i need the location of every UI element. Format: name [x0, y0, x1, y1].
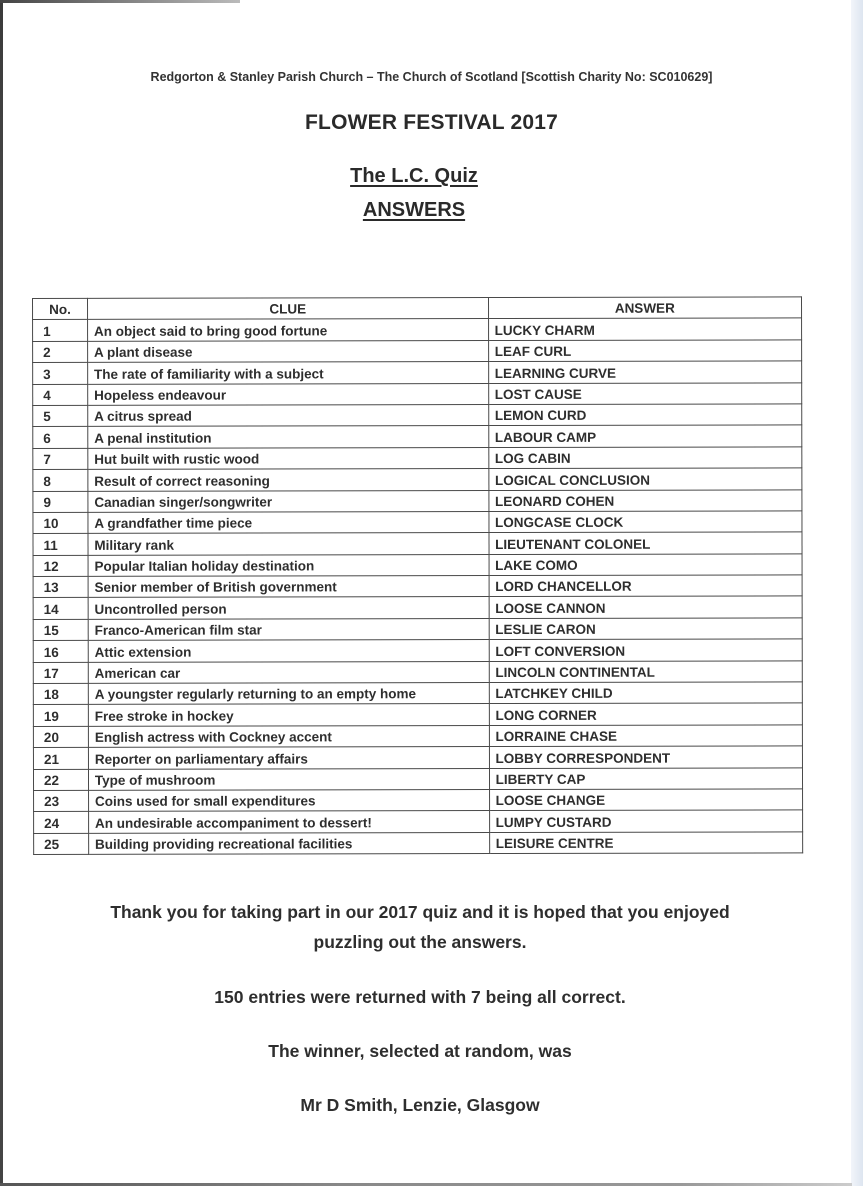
answer-cell: LABOUR CAMP — [488, 425, 801, 447]
clue-cell: Military rank — [88, 533, 489, 555]
clue-cell: Free stroke in hockey — [88, 704, 489, 726]
table-row — [33, 682, 802, 705]
table-row — [33, 618, 802, 641]
answers-subtitle: ANSWERS — [362, 199, 466, 221]
column-header-clue: CLUE — [87, 298, 488, 320]
clue-cell: Building providing recreational facilities — [89, 832, 490, 854]
table-row — [33, 661, 802, 684]
table-row — [33, 361, 802, 384]
answer-cell: LEARNING CURVE — [488, 361, 801, 383]
answer-cell: LUCKY CHARM — [488, 318, 801, 340]
answer-cell: LEMON CURD — [488, 404, 801, 426]
clue-cell: American car — [88, 661, 489, 683]
table-row — [33, 532, 802, 555]
clue-cell: Senior member of British government — [88, 576, 489, 598]
clue-cell: Attic extension — [88, 640, 489, 662]
row-number: 16 — [33, 641, 88, 663]
answer-cell: LOST CAUSE — [488, 382, 801, 404]
table-row — [33, 382, 802, 405]
table-row — [34, 832, 803, 855]
table-row — [33, 725, 802, 748]
row-number: 24 — [34, 812, 89, 834]
table-row — [33, 554, 802, 577]
row-number: 12 — [33, 555, 88, 577]
thanks-line-1: Thank you for taking part in our 2017 quiz and it is hoped that you enjoyed — [110, 902, 730, 922]
answer-cell: LORRAINE CHASE — [489, 725, 802, 747]
clue-cell: An object said to bring good fortune — [87, 319, 488, 341]
answer-cell: LIBERTY CAP — [489, 767, 802, 789]
row-number: 15 — [33, 619, 88, 641]
column-header-number: No. — [33, 298, 88, 320]
table-row — [34, 810, 803, 833]
row-number: 1 — [33, 320, 88, 342]
answer-cell: LIEUTENANT COLONEL — [489, 532, 802, 554]
answer-cell: LUMPY CUSTARD — [489, 810, 802, 832]
clue-cell: An undesirable accompaniment to dessert! — [88, 811, 489, 833]
thanks-message — [0, 897, 840, 957]
answer-cell: LESLIE CARON — [489, 618, 802, 640]
answer-cell: LORD CHANCELLOR — [489, 575, 802, 597]
answer-cell: LEONARD COHEN — [488, 489, 801, 511]
answer-cell: LONGCASE CLOCK — [489, 511, 802, 533]
row-number: 3 — [33, 363, 88, 385]
table-row — [33, 404, 802, 427]
winner-intro: The winner, selected at random, was — [268, 1041, 572, 1061]
clue-cell: A grandfather time piece — [88, 511, 489, 533]
table-row — [33, 746, 802, 769]
answer-cell: LOBBY CORRESPONDENT — [489, 746, 802, 768]
clue-cell: A youngster regularly returning to an empty home — [88, 683, 489, 705]
table-header-row — [33, 297, 802, 320]
row-number: 10 — [33, 512, 88, 534]
clue-cell: Reporter on parliamentary affairs — [88, 747, 489, 769]
row-number: 7 — [33, 448, 88, 470]
row-number: 17 — [33, 662, 88, 684]
clue-cell: Hopeless endeavour — [88, 383, 489, 405]
row-number: 4 — [33, 384, 88, 406]
row-number: 21 — [33, 748, 88, 770]
row-number: 25 — [34, 833, 89, 855]
clue-cell: Result of correct reasoning — [88, 469, 489, 491]
answer-cell: LATCHKEY CHILD — [489, 682, 802, 704]
row-number: 20 — [33, 726, 88, 748]
row-number: 18 — [33, 683, 88, 705]
scan-edge-top — [0, 0, 240, 3]
row-number: 14 — [33, 598, 88, 620]
clue-cell: A citrus spread — [88, 404, 489, 426]
answers-table — [32, 296, 803, 855]
clue-cell: A plant disease — [87, 340, 488, 362]
table-row — [33, 511, 802, 534]
clue-cell: Type of mushroom — [88, 768, 489, 790]
clue-cell: English actress with Cockney accent — [88, 725, 489, 747]
column-header-answer: ANSWER — [488, 297, 801, 319]
table-row — [33, 468, 802, 491]
clue-cell: Uncontrolled person — [88, 597, 489, 619]
table-row — [33, 575, 802, 598]
quiz-subtitle: The L.C. Quiz — [350, 165, 478, 187]
clue-cell: The rate of familiarity with a subject — [88, 362, 489, 384]
answer-cell: LOG CABIN — [488, 447, 801, 469]
answer-cell: LOGICAL CONCLUSION — [488, 468, 801, 490]
table-row — [33, 639, 802, 662]
row-number: 22 — [33, 769, 88, 791]
answer-cell: LONG CORNER — [489, 703, 802, 725]
scan-edge-right — [851, 0, 863, 1186]
thanks-line-2: puzzling out the answers. — [313, 932, 527, 952]
table-row — [33, 447, 802, 470]
church-header: Redgorton & Stanley Parish Church – The Church of Scotland [Scottish Charity No: SC010629] — [150, 70, 713, 84]
answer-cell: LEAF CURL — [488, 340, 801, 362]
clue-cell: Coins used for small expenditures — [88, 790, 489, 812]
answer-cell: LAKE COMO — [489, 554, 802, 576]
row-number: 23 — [34, 790, 89, 812]
page-title: FLOWER FESTIVAL 2017 — [305, 111, 558, 134]
answer-cell: LINCOLN CONTINENTAL — [489, 661, 802, 683]
clue-cell: Hut built with rustic wood — [88, 447, 489, 469]
table-body — [33, 318, 803, 854]
answer-cell: LEISURE CENTRE — [489, 832, 802, 854]
winner-name: Mr D Smith, Lenzie, Glasgow — [300, 1095, 540, 1115]
clue-cell: Franco-American film star — [88, 618, 489, 640]
row-number: 5 — [33, 405, 88, 427]
table-row — [33, 340, 802, 363]
answer-cell: LOOSE CANNON — [489, 596, 802, 618]
table-row — [33, 596, 802, 619]
row-number: 11 — [33, 534, 88, 556]
clue-cell: Popular Italian holiday destination — [88, 554, 489, 576]
row-number: 9 — [33, 491, 88, 513]
clue-cell: A penal institution — [88, 426, 489, 448]
row-number: 8 — [33, 470, 88, 492]
row-number: 13 — [33, 576, 88, 598]
row-number: 6 — [33, 427, 88, 449]
entries-summary: 150 entries were returned with 7 being all correct. — [214, 987, 626, 1007]
table-row — [33, 318, 802, 341]
row-number: 19 — [33, 705, 88, 727]
table-row — [33, 703, 802, 726]
row-number: 2 — [33, 341, 88, 363]
table-row — [33, 767, 802, 790]
table-row — [33, 489, 802, 512]
clue-cell: Canadian singer/songwriter — [88, 490, 489, 512]
answer-cell: LOOSE CHANGE — [489, 789, 802, 811]
answer-cell: LOFT CONVERSION — [489, 639, 802, 661]
table-row — [34, 789, 803, 812]
table-row — [33, 425, 802, 448]
